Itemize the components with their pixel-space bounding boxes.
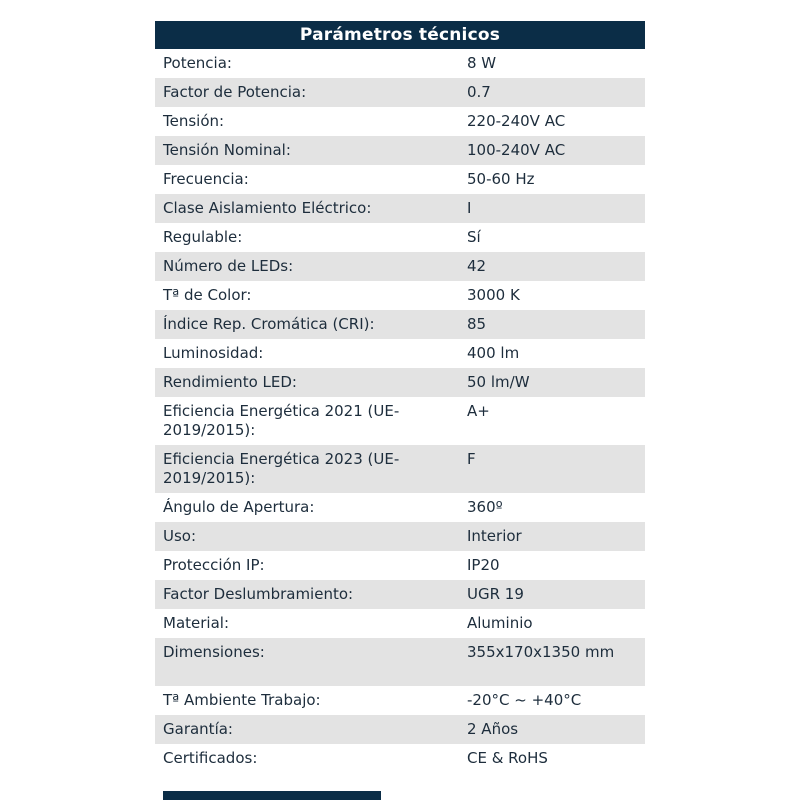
table-body (155, 49, 645, 773)
table-row (155, 715, 645, 744)
table-row (155, 165, 645, 194)
param-value: A+ (467, 402, 490, 420)
param-value: UGR 19 (467, 585, 524, 603)
param-value: 2 Años (467, 720, 519, 738)
param-value: 50 lm/W (467, 373, 530, 391)
param-value: 360º (467, 498, 503, 516)
param-label: Tensión: (163, 112, 225, 130)
table-row (155, 551, 645, 580)
table-row (155, 78, 645, 107)
param-label: Frecuencia: (163, 170, 249, 188)
table-row (155, 445, 645, 493)
param-label: Tª Ambiente Trabajo: (163, 691, 321, 709)
param-label: Índice Rep. Cromática (CRI): (163, 315, 375, 333)
param-label: Dimensiones: (163, 643, 265, 661)
param-label: Tª de Color: (163, 286, 252, 304)
table-row (155, 194, 645, 223)
param-label: Número de LEDs: (163, 257, 294, 275)
table-row (155, 397, 645, 445)
table-row (155, 136, 645, 165)
param-value: 0.7 (467, 83, 491, 101)
table-row (155, 493, 645, 522)
param-label: Rendimiento LED: (163, 373, 297, 391)
param-value: 3000 K (467, 286, 520, 304)
param-value: Interior (467, 527, 522, 545)
table-row (155, 638, 645, 686)
table-row (155, 522, 645, 551)
table-row (155, 580, 645, 609)
param-value: F (467, 450, 476, 468)
technical-parameters-table (155, 21, 645, 773)
param-value: CE & RoHS (467, 749, 548, 767)
param-label: Luminosidad: (163, 344, 264, 362)
param-value: 85 (467, 315, 487, 333)
param-label: Regulable: (163, 228, 243, 246)
table-row (155, 368, 645, 397)
table-row (155, 281, 645, 310)
param-value: Sí (467, 228, 481, 246)
table-row (155, 744, 645, 773)
param-value: 400 lm (467, 344, 520, 362)
param-value: 100-240V AC (467, 141, 566, 159)
param-value: -20°C ~ +40°C (467, 691, 582, 709)
table-title: Parámetros técnicos (299, 25, 501, 45)
param-label: Tensión Nominal: (163, 141, 291, 159)
param-value: 355x170x1350 mm (467, 643, 615, 661)
param-label: Factor Deslumbramiento: (163, 585, 354, 603)
param-label: Eficiencia Energética 2021 (UE-2019/2015): (163, 402, 400, 439)
param-label: Eficiencia Energética 2023 (UE-2019/2015): (163, 450, 400, 487)
param-label: Clase Aislamiento Eléctrico: (163, 199, 372, 217)
param-label: Ángulo de Apertura: (163, 498, 315, 516)
param-label: Factor de Potencia: (163, 83, 307, 101)
table-title-bar (155, 21, 645, 49)
param-value: 42 (467, 257, 487, 275)
param-label: Protección IP: (163, 556, 265, 574)
table-row (155, 252, 645, 281)
table-row (155, 49, 645, 78)
table-row (155, 686, 645, 715)
param-label: Potencia: (163, 54, 232, 72)
param-value: IP20 (467, 556, 500, 574)
param-label: Certificados: (163, 749, 258, 767)
param-value: 50-60 Hz (467, 170, 535, 188)
param-label: Uso: (163, 527, 197, 545)
param-value: 8 W (467, 54, 497, 72)
param-label: Material: (163, 614, 229, 632)
next-table-header-partial (163, 791, 381, 800)
table-row (155, 339, 645, 368)
table-row (155, 223, 645, 252)
table-row (155, 107, 645, 136)
param-label: Garantía: (163, 720, 233, 738)
param-value: I (467, 199, 472, 217)
param-value: Aluminio (467, 614, 533, 632)
table-row (155, 609, 645, 638)
table-row (155, 310, 645, 339)
param-value: 220-240V AC (467, 112, 566, 130)
